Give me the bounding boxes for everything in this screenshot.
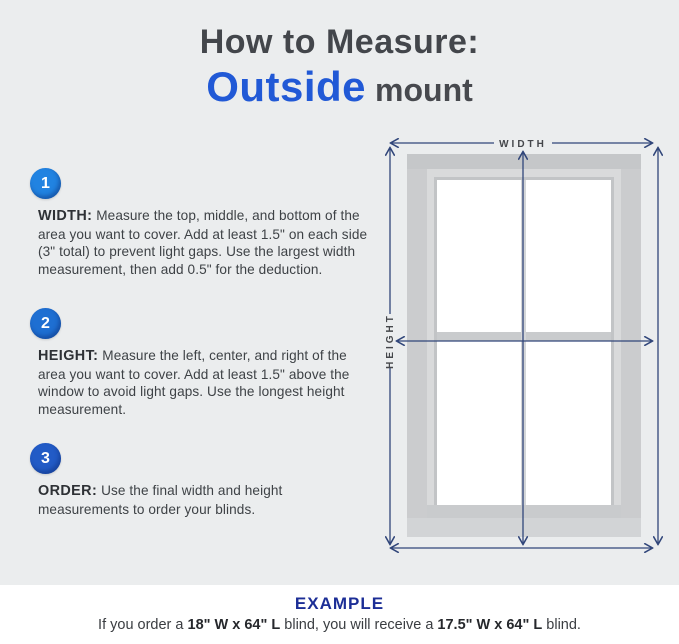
step-2-number-badge: 2 bbox=[30, 308, 61, 339]
example-footer bbox=[0, 585, 679, 644]
example-received-size: 17.5" W x 64" L bbox=[437, 617, 543, 633]
window-illustration bbox=[407, 154, 641, 537]
step-1-body: Measure the top, middle, and bottom of the area you want to cover. Add at least 1.5" on each side (3" total) to prevent light gaps. Use the largest width measurement, then add 0.5" for the deduction. bbox=[38, 208, 368, 278]
example-heading: EXAMPLE bbox=[294, 594, 385, 613]
title-mount-type: Outside bbox=[206, 62, 367, 110]
example-suffix: blind. bbox=[542, 617, 581, 633]
step-2-body: Measure the left, center, and right of the area you want to cover. Add at least 1.5" above the window to avoid light gaps. Use the longest height measurement. bbox=[38, 348, 350, 418]
title-mount-word: mount bbox=[375, 71, 473, 108]
example-order-size: 18" W x 64" L bbox=[187, 617, 281, 633]
window-sill bbox=[407, 518, 641, 537]
step-3-label: ORDER: bbox=[38, 483, 98, 499]
step-1-label: WIDTH: bbox=[38, 208, 93, 224]
example-sentence bbox=[0, 617, 679, 633]
step-2-label: HEIGHT: bbox=[38, 348, 99, 364]
example-prefix: If you order a bbox=[98, 617, 188, 633]
example-middle: blind, you will receive a bbox=[280, 617, 438, 633]
height-label: HEIGHT bbox=[385, 313, 396, 369]
title-line-1: How to Measure: bbox=[199, 23, 480, 61]
step-3-number-badge: 3 bbox=[30, 443, 61, 474]
window-head-casing bbox=[407, 154, 641, 169]
step-3-body: Use the final width and height measurements to order your blinds. bbox=[38, 483, 283, 517]
width-label: WIDTH bbox=[499, 139, 547, 150]
step-1-number-badge: 1 bbox=[30, 168, 61, 199]
window-sash-bottom bbox=[427, 505, 621, 518]
